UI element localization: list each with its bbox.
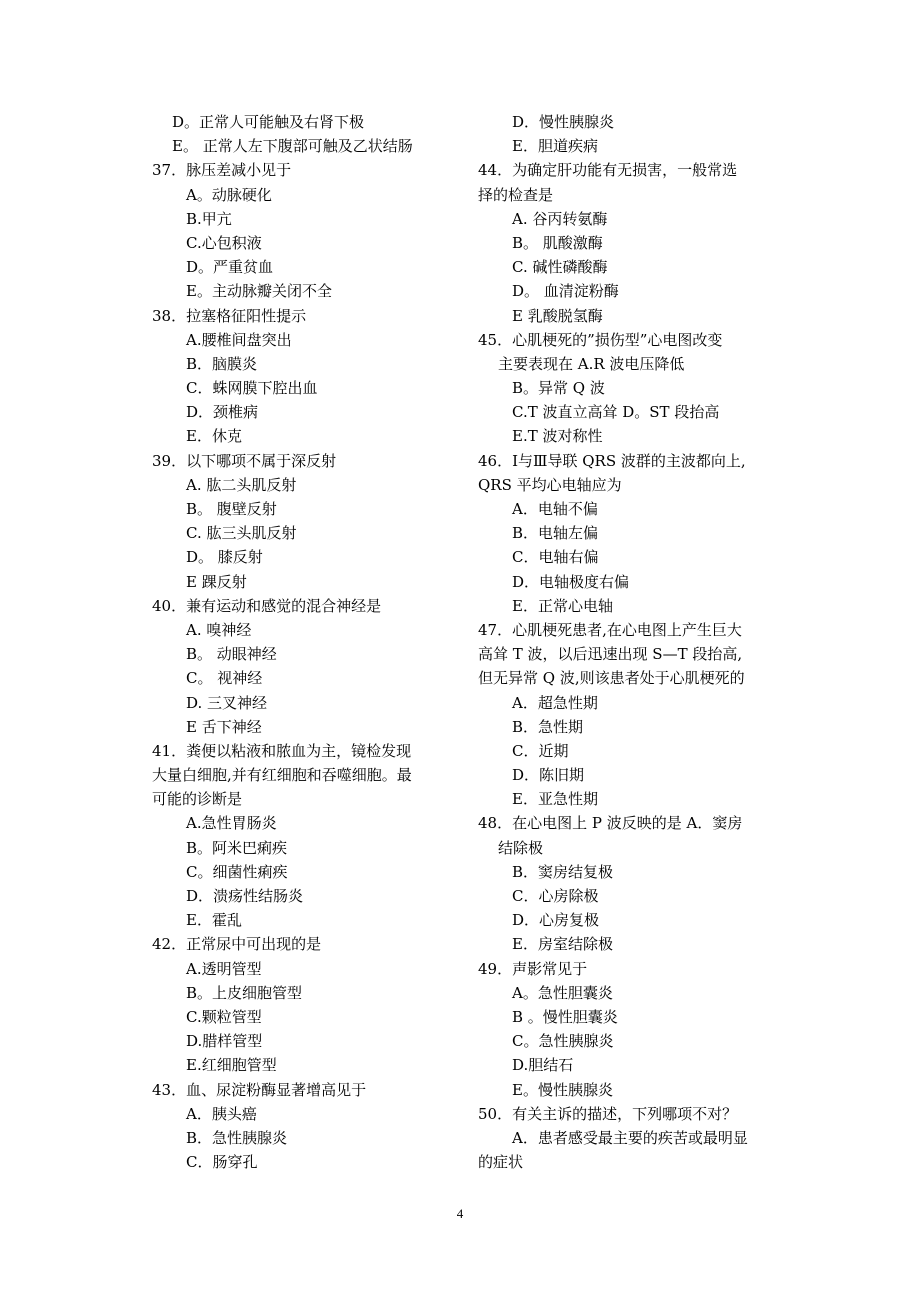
text-line: D. 三叉神经: [186, 693, 268, 712]
text-line: E．房室结除极: [512, 935, 613, 954]
text-line: A．胰头癌: [186, 1104, 257, 1123]
text-line: A.腰椎间盘突出: [186, 330, 292, 349]
text-line: A。动脉硬化: [186, 185, 272, 204]
text-line: E．正常心电轴: [512, 596, 613, 615]
text-line: C。 视神经: [186, 669, 263, 688]
text-line: E。慢性胰腺炎: [512, 1080, 613, 1099]
text-line: D.胆结石: [512, 1056, 574, 1075]
text-line: 50．有关主诉的描述，下列哪项不对？: [478, 1104, 738, 1123]
text-line: 的症状: [478, 1153, 524, 1172]
text-line: 38．拉塞格征阳性提示: [152, 306, 307, 325]
text-line: B．脑膜炎: [186, 354, 258, 373]
text-line: B．急性期: [512, 717, 584, 736]
text-line: C.心包积液: [186, 233, 262, 252]
text-line: B。 腹壁反射: [186, 500, 277, 518]
text-line: 45．心肌梗死的”损伤型”心电图改变: [478, 330, 723, 349]
text-line: D．陈旧期: [512, 766, 585, 785]
text-line: D。正常人可能触及右肾下极: [172, 113, 365, 131]
text-line: B。 动眼神经: [186, 645, 277, 664]
text-line: 49．声影常见于: [478, 959, 588, 978]
text-line: 40．兼有运动和感觉的混合神经是: [152, 596, 382, 615]
text-line: E．胆道疾病: [512, 137, 598, 156]
text-line: 大量白细胞,并有红细胞和吞噬细胞。最: [152, 766, 412, 785]
text-line: B。上皮细胞管型: [186, 983, 303, 1002]
text-line: 但无异常 Q 波,则该患者处于心肌梗死的: [478, 669, 745, 688]
text-line: C．心房除极: [512, 887, 599, 905]
text-line: 46．Ⅰ与Ⅲ导联 QRS 波群的主波都向上,: [478, 451, 746, 470]
left-column: [152, 110, 452, 1174]
text-line: C.颗粒管型: [186, 1007, 262, 1026]
text-line: 高耸 T 波，以后迅速出现 S—T 段抬高,: [478, 645, 743, 664]
text-line: A. 谷丙转氨酶: [512, 209, 608, 228]
text-line: C. 碱性磷酸酶: [512, 258, 608, 277]
text-line: E 踝反射: [186, 572, 247, 591]
text-line: 41．粪便以粘液和脓血为主，镜检发现: [152, 741, 412, 760]
text-line: 结除极: [498, 838, 544, 857]
text-line: A．患者感受最主要的疾苦或最明显: [512, 1128, 748, 1147]
text-line: E．亚急性期: [512, 790, 598, 809]
text-line: 39．以下哪项不属于深反射: [152, 451, 337, 470]
text-line: 可能的诊断是: [152, 790, 243, 809]
text-line: B。 肌酸激酶: [512, 233, 603, 252]
text-line: E 乳酸脱氢酶: [512, 306, 603, 325]
text-line: 择的检查是: [478, 185, 554, 204]
text-line: A. 嗅神经: [186, 620, 252, 639]
page-number: 4: [456, 1206, 464, 1221]
text-line: 44．为确定肝功能有无损害，一般常选: [478, 161, 738, 180]
text-line: E.T 波对称性: [512, 427, 603, 446]
text-line: D.腊样管型: [186, 1032, 263, 1051]
text-line: B。异常 Q 波: [512, 379, 605, 398]
text-line: A.急性胃肠炎: [186, 814, 277, 833]
text-line: 43．血、尿淀粉酶显著增高见于: [152, 1080, 367, 1099]
text-line: D．慢性胰腺炎: [512, 113, 615, 131]
text-line: E.红细胞管型: [186, 1056, 277, 1075]
text-line: C．电轴右偏: [512, 548, 599, 567]
text-line: E。 正常人左下腹部可触及乙状结肠: [172, 137, 413, 156]
text-line: C．肠穿孔: [186, 1153, 258, 1172]
text-line: D。严重贫血: [186, 258, 274, 277]
text-line: C．近期: [512, 741, 569, 760]
text-line: B。阿米巴痢疾: [186, 838, 288, 857]
text-line: E。主动脉瓣关闭不全: [186, 282, 332, 301]
text-line: C。急性胰腺炎: [512, 1032, 614, 1051]
text-line: B.甲亢: [186, 209, 232, 228]
text-line: 42．正常尿中可出现的是: [152, 935, 322, 954]
text-line: D．心房复极: [512, 911, 600, 930]
text-line: D．颈椎病: [186, 403, 259, 422]
text-line: E．休克: [186, 427, 242, 446]
text-line: A．超急性期: [512, 693, 598, 712]
text-line: B．电轴左偏: [512, 524, 599, 543]
text-line: A. 肱二头肌反射: [186, 475, 297, 494]
text-line: E．霍乱: [186, 911, 242, 930]
text-line: 37．脉压差减小见于: [152, 161, 292, 180]
text-line: B 。慢性胆囊炎: [512, 1007, 618, 1026]
text-line: E 舌下神经: [186, 717, 262, 736]
text-line: D．溃疡性结肠炎: [186, 887, 304, 905]
text-line: 47．心肌梗死患者,在心电图上产生巨大: [478, 620, 742, 639]
text-line: 48．在心电图上 P 波反映的是 A．窦房: [478, 814, 743, 833]
text-line: B．窦房结复极: [512, 862, 614, 881]
text-line: A。急性胆囊炎: [512, 983, 613, 1002]
text-line: C．蛛网膜下腔出血: [186, 379, 318, 398]
text-line: B．急性胰腺炎: [186, 1128, 288, 1147]
text-line: A．电轴不偏: [512, 500, 598, 518]
text-line: D。 血清淀粉酶: [512, 282, 619, 301]
text-line: D。 膝反射: [186, 548, 263, 567]
text-line: C。细菌性痢疾: [186, 862, 288, 881]
text-line: C.T 波直立高耸 D。ST 段抬高: [512, 403, 720, 422]
text-line: D．电轴极度右偏: [512, 572, 630, 591]
right-column: [478, 110, 778, 1174]
text-line: 主要表现在 A.R 波电压降低: [498, 354, 685, 373]
text-line: QRS 平均心电轴应为: [478, 475, 622, 494]
text-line: C. 肱三头肌反射: [186, 524, 297, 543]
text-line: A.透明管型: [186, 959, 262, 978]
